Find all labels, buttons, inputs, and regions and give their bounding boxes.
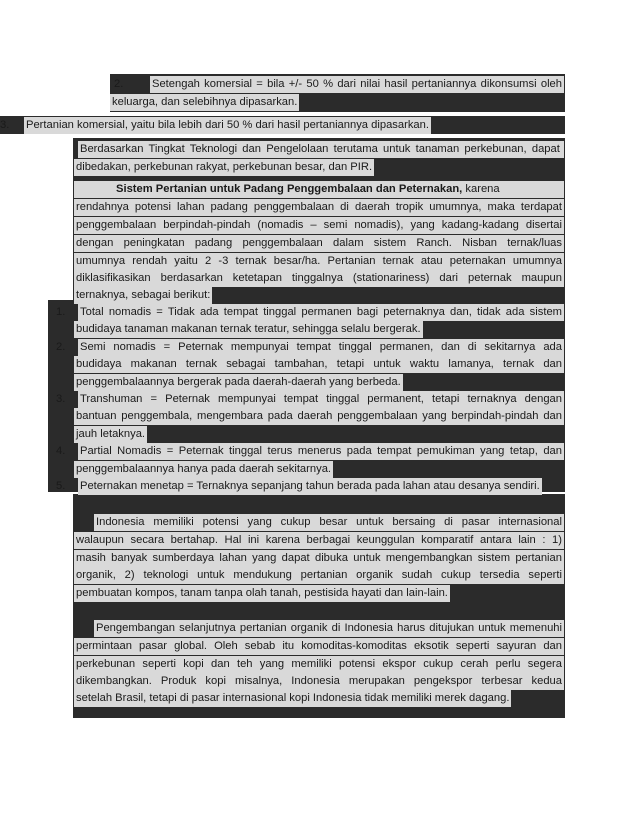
- list-line: Semi nomadis = Peternak mempunyai tempat tinggal permanen, dan di sekitarnya ada: [78, 339, 564, 356]
- list-number: 1.: [56, 306, 66, 318]
- para-sistem-line: ternaknya, sebagai berikut:: [74, 287, 212, 304]
- list-line: Peternakan menetap = Ternaknya sepanjang tahun berada pada lahan atau desanya sendiri.: [78, 478, 542, 495]
- list-number: 3.: [56, 393, 66, 405]
- list-number: 5.: [56, 480, 66, 492]
- para-indonesia-line: walaupun secara bertahap. Hal ini karena berbagai keunggulan komparatif antara lain : 1): [74, 532, 564, 549]
- list-number: 4.: [56, 445, 66, 457]
- para-indonesia-line: pembuatan kompos, tanam tanpa olah tanah, pestisida hayati dan lain-lain.: [74, 585, 450, 602]
- para-teknologi-line2: dibedakan, perkebunan rakyat, perkebunan besar, dan PIR.: [74, 159, 374, 176]
- list-line: penggembalaannya hanya pada daerah sekitarnya.: [74, 461, 333, 478]
- para-pengembangan-line: Pengembangan selanjutnya pertanian organik di Indonesia harus ditujukan untuk memenuhi: [94, 620, 564, 637]
- para-sistem-line: rendahnya potensi lahan padang penggembalaan di daerah tropik umumnya, maka terdapat: [74, 199, 564, 216]
- list-line: budidaya makanan ternak sebagai tambahan, tetapi untuk waktu lamanya, ternak dan: [74, 356, 564, 373]
- list-number: 2.: [56, 341, 66, 353]
- para-teknologi-line1: Berdasarkan Tingkat Teknologi dan Pengelolaan terutama untuk tanaman perkebunan, dapat: [78, 141, 564, 158]
- para-pengembangan-line: perkebunan seperti kopi dan teh yang memiliki potensi ekspor cukup cerah perlu segera: [74, 656, 564, 673]
- para-sistem-line: penggembalaan berpindah-pindah (nomadis – semi nomadis), yang kadang-kadang disertai: [74, 217, 564, 234]
- list-line: Total nomadis = Tidak ada tempat tinggal permanen bagi peternaknya dan, tidak ada sistem: [78, 304, 564, 321]
- para-pengembangan-line: setelah Brasil, tetapi di pasar internasional kopi Indonesia tidak memiliki merek dagang.: [74, 690, 511, 707]
- para-sistem-line: umumnya rendah yaitu 2 -3 ternak besar/ha. Pertanian ternak atau peternakan umumnya: [74, 253, 564, 270]
- list-line: bantuan penggembala, mengembara pada daerah penggembalaan yang berpindah-pindah dan: [74, 408, 564, 425]
- para-sistem-heading: Sistem Pertanian untuk Padang Penggembalaan dan Peternakan,: [116, 183, 463, 195]
- para-sistem-heading-line: [74, 181, 564, 198]
- list-line: budidaya tanaman makanan ternak teratur, sehingga selalu bergerak.: [74, 321, 423, 338]
- item2-line2: keluarga, dan selebihnya dipasarkan.: [110, 94, 299, 111]
- item3-number: 3.: [0, 119, 10, 131]
- para-indonesia-line: Indonesia memiliki potensi yang cukup besar untuk bersaing di pasar internasional: [94, 514, 564, 531]
- para-pengembangan-line: permintaan pasar global. Oleh sebab itu komoditas-komoditas eksotik seperti sayuran dan: [74, 638, 564, 655]
- item2-number: 2.: [114, 78, 124, 90]
- para-sistem-heading-tail: karena: [465, 183, 500, 195]
- para-sistem-line: dengan peningkatan padang penggembalaan dalam sistem Ranch. Nisban ternak/luas: [74, 235, 564, 252]
- list-line: Transhuman = Peternak mempunyai tempat tinggal permanent, tetapi ternaknya dengan: [78, 391, 564, 408]
- para-pengembangan-line: dikembangkan. Produk kopi misalnya, Indonesia merupakan pengekspor terbesar kedua: [74, 673, 564, 690]
- list-line: Partial Nomadis = Peternak tinggal terus menerus pada tempat pemukiman yang tetap, dan: [78, 443, 564, 460]
- list-line: penggembalaannya bergerak pada daerah-daerah yang berbeda.: [74, 374, 403, 391]
- para-sistem-line: diklasifikasikan berdasarkan ketetapan tinggalnya (stationariness) dari peternak maupun: [74, 270, 564, 287]
- item3-text: Pertanian komersial, yaitu bila lebih dari 50 % dari hasil pertaniannya dipasarkan.: [24, 117, 431, 134]
- item2-line1: Setengah komersial = bila +/- 50 % dari nilai hasil pertaniannya dikonsumsi oleh: [150, 76, 564, 93]
- para-indonesia-line: organik, 2) teknologi untuk mendukung pertanian organik sudah cukup tersedia seperti: [74, 567, 564, 584]
- list-line: jauh letaknya.: [74, 426, 147, 443]
- para-indonesia-line: masih banyak sumberdaya lahan yang dapat dibuka untuk mengembangkan sistem pertanian: [74, 550, 564, 567]
